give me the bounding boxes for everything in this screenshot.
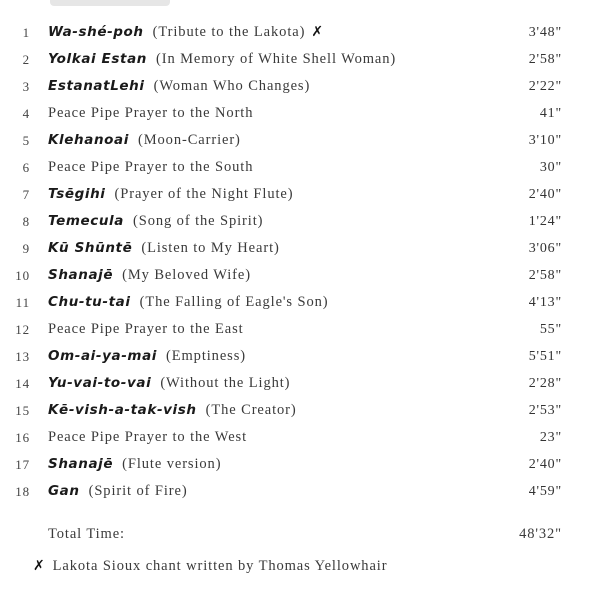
- track-number: 12: [15, 322, 30, 337]
- track-duration: 55": [539, 322, 562, 337]
- track-row: [0, 208, 600, 235]
- track-subtitle: (Flute version): [122, 456, 222, 472]
- track-content: [48, 46, 396, 73]
- total-time-row: [0, 521, 600, 548]
- track-subtitle: (Spirit of Fire): [88, 483, 188, 499]
- track-duration: 2'28": [528, 376, 562, 391]
- track-subtitle: (Prayer of the Night Flute): [114, 186, 294, 202]
- track-title: Kū Shūntē: [48, 240, 133, 256]
- track-duration: 3'48": [528, 25, 562, 40]
- track-content: [48, 289, 329, 316]
- track-row: [0, 19, 600, 46]
- track-subtitle: Peace Pipe Prayer to the East: [48, 321, 244, 337]
- track-number: 5: [22, 133, 30, 148]
- track-subtitle: (The Falling of Eagle's Son): [139, 294, 329, 310]
- track-row: [0, 397, 600, 424]
- track-title: Om-ai-ya-mai: [48, 348, 158, 364]
- track-title: Gan: [48, 483, 80, 499]
- track-title: Yu-vai-to-vai: [48, 375, 152, 391]
- track-content: [48, 451, 221, 478]
- track-title: Shanajē: [48, 267, 114, 283]
- track-subtitle: (Moon-Carrier): [138, 132, 241, 148]
- track-duration: 30": [539, 160, 562, 175]
- track-number: 18: [15, 484, 30, 499]
- track-duration: 2'40": [528, 457, 562, 472]
- track-duration: 4'59": [528, 484, 562, 499]
- footnote-mark-icon: ✗: [33, 558, 46, 574]
- total-time-label: Total Time:: [48, 526, 125, 542]
- track-duration: 2'22": [528, 79, 562, 94]
- track-row: [0, 451, 600, 478]
- track-content: [48, 19, 324, 46]
- track-row: [0, 235, 600, 262]
- track-number: 10: [15, 268, 30, 283]
- track-content: [48, 397, 297, 424]
- track-content: [48, 100, 253, 127]
- track-content: [48, 73, 310, 100]
- track-row: [0, 127, 600, 154]
- track-duration: 2'58": [528, 268, 562, 283]
- track-number: 2: [22, 52, 30, 67]
- track-subtitle: (Listen to My Heart): [141, 240, 280, 256]
- track-subtitle: (The Creator): [205, 402, 297, 418]
- footnote: [33, 553, 387, 580]
- track-row: [0, 316, 600, 343]
- track-title: Kē-vish-a-tak-vish: [48, 402, 197, 418]
- track-list: [0, 19, 600, 505]
- track-row: [0, 181, 600, 208]
- track-content: [48, 424, 247, 451]
- track-number: 8: [22, 214, 30, 229]
- track-duration: 41": [539, 106, 562, 121]
- track-number: 16: [15, 430, 30, 445]
- lakota-chant-mark-icon: ✗: [311, 24, 324, 40]
- track-subtitle: (In Memory of White Shell Woman): [155, 51, 397, 67]
- track-number: 15: [15, 403, 30, 418]
- track-number: 13: [15, 349, 30, 364]
- track-duration: 23": [539, 430, 562, 445]
- track-duration: 3'10": [528, 133, 562, 148]
- track-number: 3: [22, 79, 30, 94]
- track-number: 11: [15, 295, 30, 310]
- track-content: [48, 370, 290, 397]
- total-time-value: 48'32": [519, 526, 562, 542]
- track-title: Chu-tu-tai: [48, 294, 131, 310]
- track-content: [48, 235, 280, 262]
- track-content: [48, 208, 263, 235]
- track-duration: 5'51": [528, 349, 562, 364]
- track-number: 14: [15, 376, 30, 391]
- track-content: [48, 154, 253, 181]
- track-content: [48, 316, 244, 343]
- footnote-text: Lakota Sioux chant written by Thomas Yellowhair: [52, 558, 388, 574]
- track-title: EstanatLehi: [48, 78, 145, 94]
- track-duration: 1'24": [528, 214, 562, 229]
- track-content: [48, 127, 241, 154]
- track-row: [0, 343, 600, 370]
- track-title: Klehanoai: [48, 132, 129, 148]
- track-subtitle: (Woman Who Changes): [153, 78, 311, 94]
- track-subtitle: (Emptiness): [166, 348, 246, 364]
- track-row: [0, 370, 600, 397]
- track-number: 6: [22, 160, 30, 175]
- track-content: [48, 181, 293, 208]
- track-subtitle: (Song of the Spirit): [133, 213, 264, 229]
- track-title: Shanajē: [48, 456, 114, 472]
- track-number: 9: [22, 241, 30, 256]
- track-content: [48, 262, 251, 289]
- track-duration: 2'40": [528, 187, 562, 202]
- track-title: Temecula: [48, 213, 124, 229]
- track-row: [0, 46, 600, 73]
- track-number: 17: [15, 457, 30, 472]
- track-content: [48, 343, 246, 370]
- page-top-shadow: [50, 0, 170, 6]
- track-duration: 2'58": [528, 52, 562, 67]
- track-subtitle: (My Beloved Wife): [122, 267, 251, 283]
- track-duration: 4'13": [528, 295, 562, 310]
- track-row: [0, 100, 600, 127]
- track-duration: 2'53": [528, 403, 562, 418]
- track-title: Tsēgihi: [48, 186, 106, 202]
- track-subtitle: (Tribute to the Lakota): [152, 24, 306, 40]
- track-subtitle: Peace Pipe Prayer to the West: [48, 429, 248, 445]
- track-row: [0, 424, 600, 451]
- track-title: Wa-shé-poh: [48, 24, 144, 40]
- track-row: [0, 289, 600, 316]
- track-row: [0, 478, 600, 505]
- track-subtitle: (Without the Light): [160, 375, 291, 391]
- track-subtitle: Peace Pipe Prayer to the North: [48, 105, 254, 121]
- track-duration: 3'06": [528, 241, 562, 256]
- track-row: [0, 73, 600, 100]
- track-number: 7: [22, 187, 30, 202]
- track-number: 1: [22, 25, 30, 40]
- track-title: Yolkai Estan: [48, 51, 147, 67]
- track-content: [48, 478, 188, 505]
- track-row: [0, 262, 600, 289]
- track-row: [0, 154, 600, 181]
- track-number: 4: [22, 106, 30, 121]
- track-subtitle: Peace Pipe Prayer to the South: [48, 159, 254, 175]
